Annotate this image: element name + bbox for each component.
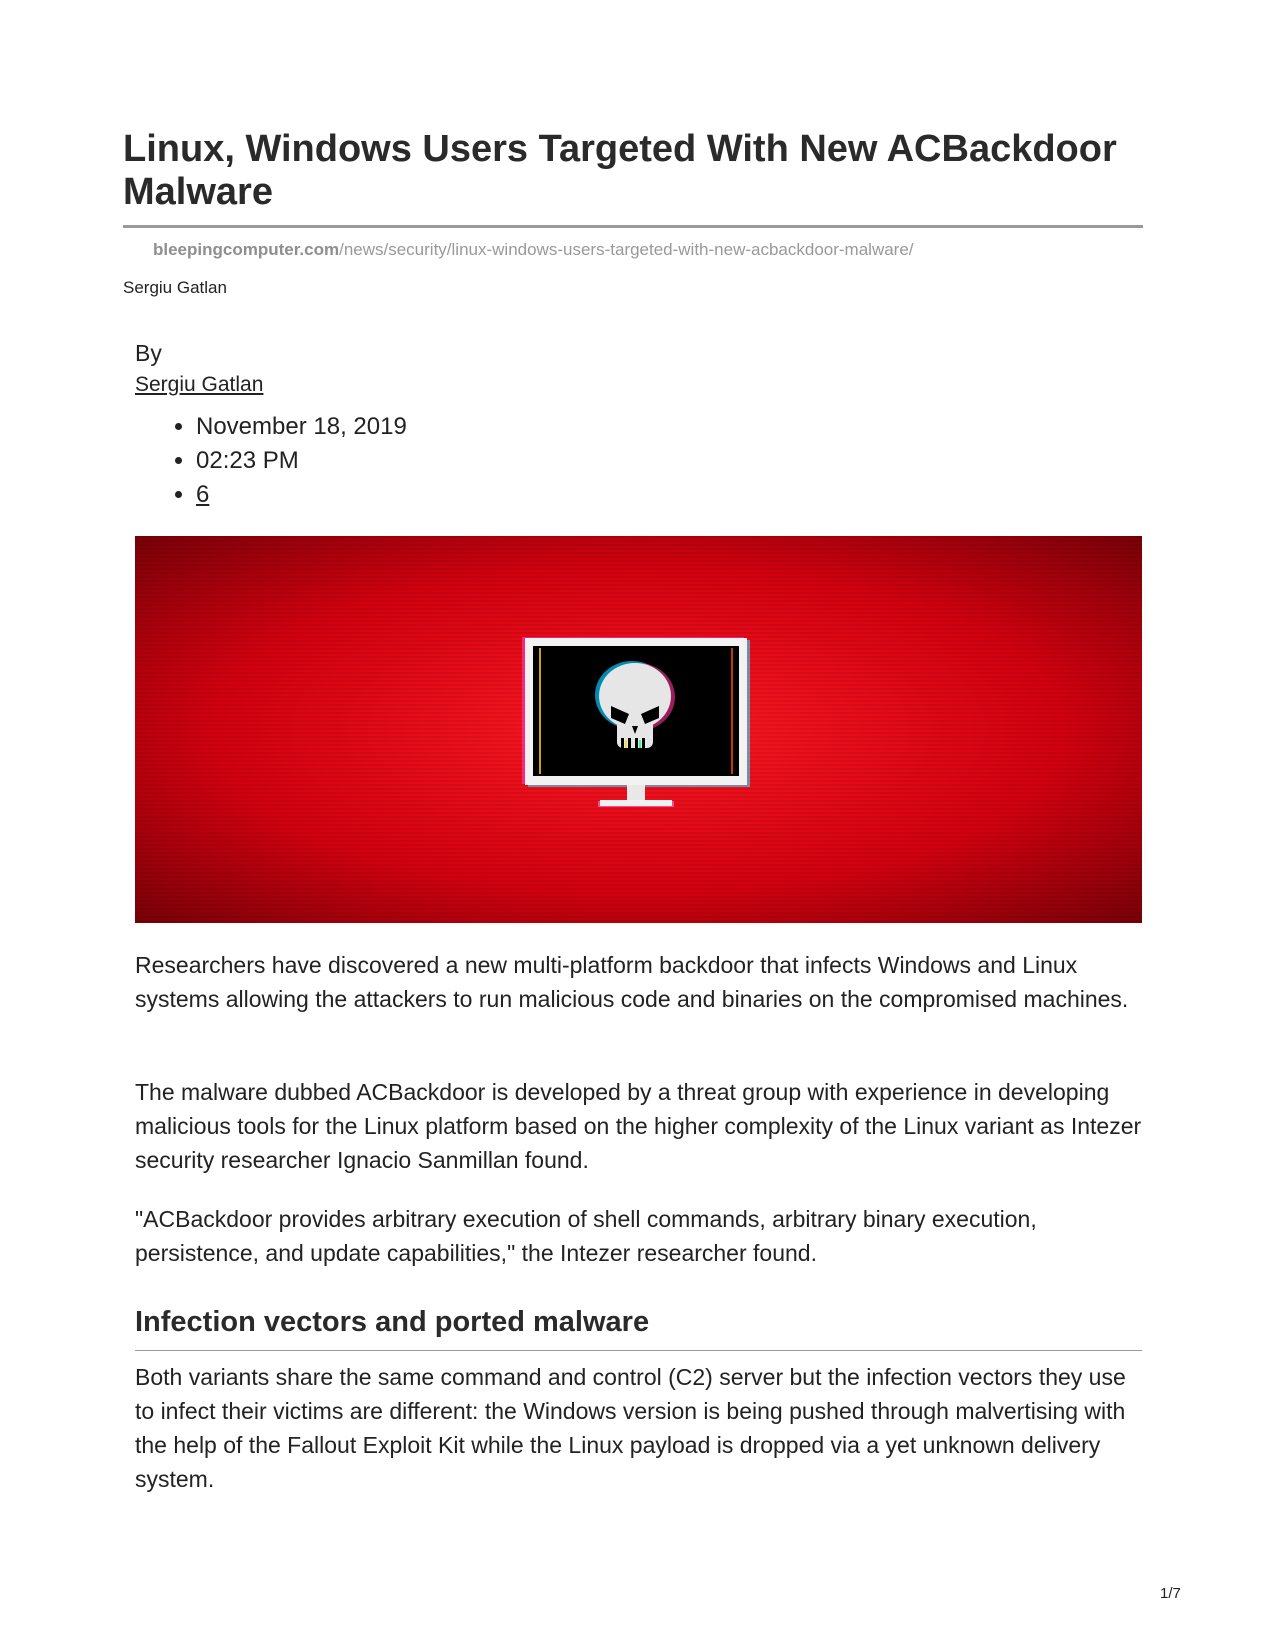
title-divider	[123, 225, 1143, 228]
comments-count-link[interactable]: 6	[196, 481, 210, 508]
article-title: Linux, Windows Users Targeted With New ACBackdoor Malware	[123, 128, 1117, 213]
page-number: 1/7	[1160, 1585, 1181, 1602]
section-divider	[135, 1350, 1142, 1351]
byline-prefix: By	[135, 340, 162, 366]
body-paragraph-3: "ACBackdoor provides arbitrary execution of shell commands, arbitrary binary execution, persistence, and update capabilities," the Intezer researcher found.	[135, 1206, 1037, 1266]
comments-item	[196, 478, 407, 512]
body-paragraph-1: Researchers have discovered a new multi-platform backdoor that infects Windows and Linux systems allowing the attackers to run malicious code and binaries on the compromised machines.	[135, 952, 1129, 1012]
source-path: /news/security/linux-windows-users-targeted-with-new-acbackdoor-malware/	[339, 240, 914, 259]
source-url[interactable]	[153, 240, 914, 260]
source-domain: bleepingcomputer.com	[153, 240, 340, 259]
publish-time: • 02:23 PM	[196, 444, 407, 478]
section-heading: Infection vectors and ported malware	[135, 1306, 650, 1338]
author-name: Sergiu Gatlan	[123, 278, 227, 297]
article-meta-list	[176, 410, 407, 512]
hero-image	[135, 536, 1142, 923]
byline-author-link[interactable]: Sergiu Gatlan	[135, 373, 264, 396]
body-paragraph-2: The malware dubbed ACBackdoor is developed by a threat group with experience in developing malicious tools for the Linux platform based on the higher complexity of the Linux variant as Intezer security researcher Ignacio Sanmillan found.	[135, 1079, 1142, 1173]
section-paragraph: Both variants share the same command and control (C2) server but the infection vectors they use to infect their victims are different: the Windows version is being pushed through malvertising with the help of the Fallout Exploit Kit while the Linux payload is dropped via a yet unknown delivery system.	[135, 1364, 1126, 1492]
publish-date: • November 18, 2019	[196, 410, 407, 444]
